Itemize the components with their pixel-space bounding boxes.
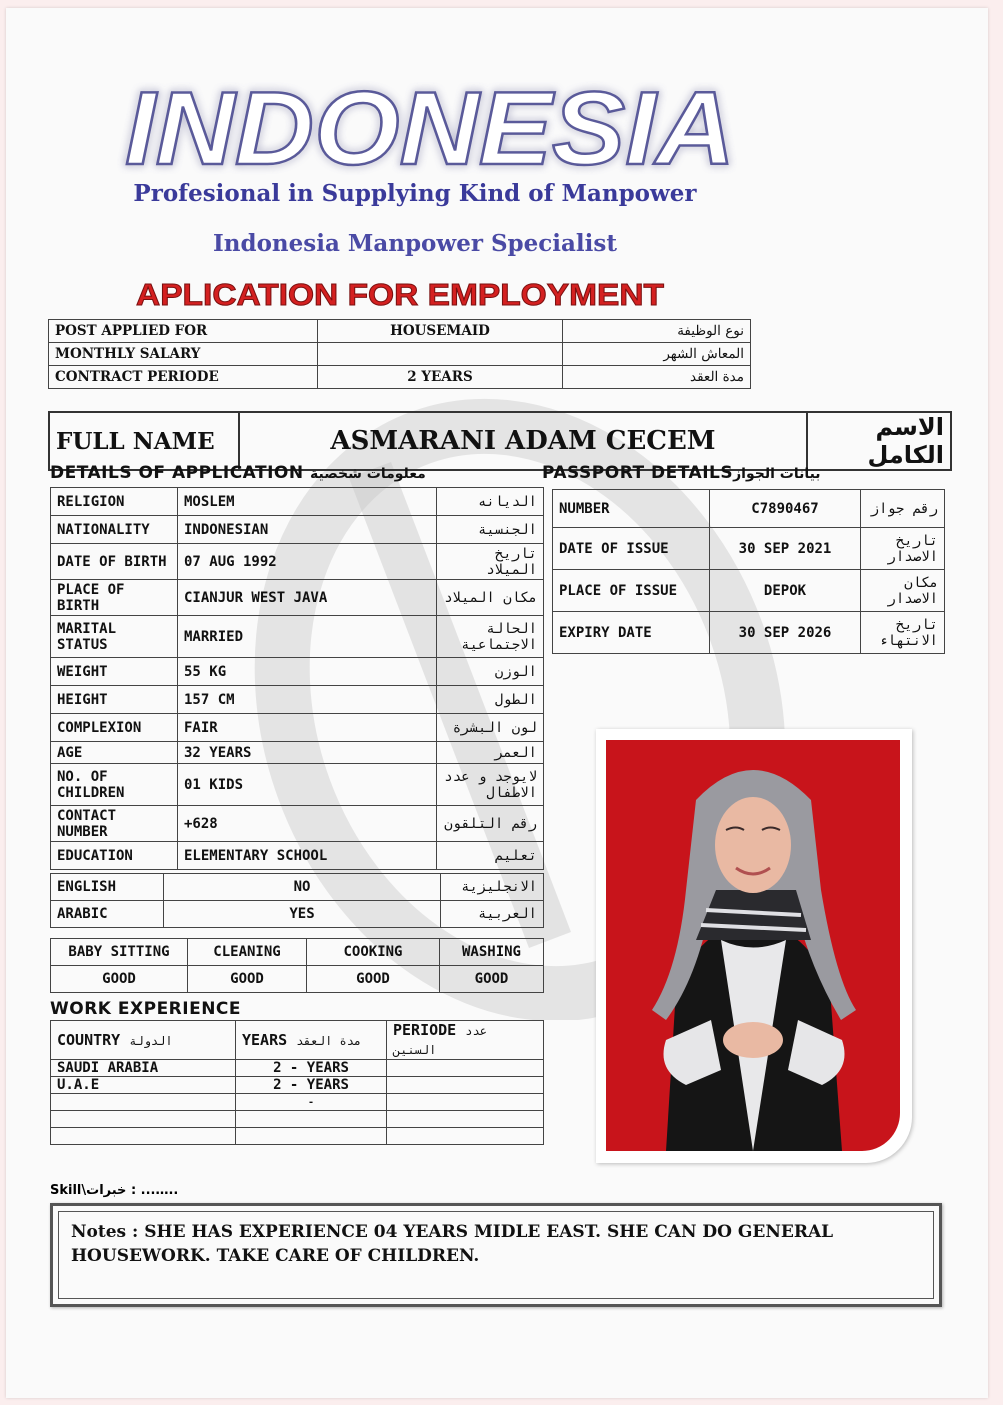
details-heading-ar: معلومات شخصية bbox=[310, 466, 426, 482]
work-col-periode bbox=[387, 1021, 544, 1060]
detail-value: 07 AUG 1992 bbox=[178, 544, 437, 580]
table-row bbox=[51, 616, 544, 658]
work-years bbox=[236, 1128, 387, 1145]
passport-label-ar: رقم جواز bbox=[861, 490, 945, 528]
passport-value: DEPOK bbox=[710, 570, 861, 612]
work-col-years-text: YEARS bbox=[242, 1031, 288, 1049]
table-row bbox=[51, 658, 544, 686]
table-row bbox=[51, 1060, 544, 1077]
detail-label: NO. OF CHILDREN bbox=[51, 764, 178, 806]
work-col-country-ar: الدولة bbox=[129, 1034, 173, 1048]
detail-label-ar: العمر bbox=[437, 742, 544, 764]
work-country: SAUDI ARABIA bbox=[51, 1060, 236, 1077]
table-row bbox=[51, 544, 544, 580]
skill-value: GOOD bbox=[51, 966, 188, 993]
work-years: 2 - YEARS bbox=[236, 1077, 387, 1094]
table-row bbox=[51, 901, 544, 928]
skill-header: COOKING bbox=[307, 939, 440, 966]
detail-label-ar: الطول bbox=[437, 686, 544, 714]
passport-heading-text: PASSPORT DETAILS bbox=[542, 463, 734, 483]
work-col-years-ar: مدة العقد bbox=[296, 1034, 362, 1048]
language-label: ARABIC bbox=[51, 901, 164, 928]
work-country bbox=[51, 1128, 236, 1145]
passport-label-ar: مكان الاصدار bbox=[861, 570, 945, 612]
post-table bbox=[48, 319, 751, 389]
work-years: 2 - YEARS bbox=[236, 1060, 387, 1077]
work-country: U.A.E bbox=[51, 1077, 236, 1094]
passport-value: 30 SEP 2026 bbox=[710, 612, 861, 654]
passport-value: 30 SEP 2021 bbox=[710, 528, 861, 570]
post-row bbox=[49, 320, 751, 343]
language-label-ar: الانجليزية bbox=[441, 874, 544, 901]
skill-value: GOOD bbox=[188, 966, 307, 993]
table-row bbox=[51, 966, 544, 993]
table-row bbox=[51, 874, 544, 901]
table-row bbox=[553, 490, 945, 528]
detail-label: DATE OF BIRTH bbox=[51, 544, 178, 580]
table-row bbox=[51, 686, 544, 714]
languages-table bbox=[50, 873, 544, 928]
table-row bbox=[51, 516, 544, 544]
detail-label-ar: الجنسية bbox=[437, 516, 544, 544]
detail-label-ar: الحالة الاجتماعية bbox=[437, 616, 544, 658]
language-label-ar: العربية bbox=[441, 901, 544, 928]
detail-value: 01 KIDS bbox=[178, 764, 437, 806]
detail-label: WEIGHT bbox=[51, 658, 178, 686]
detail-value: 55 KG bbox=[178, 658, 437, 686]
detail-value: +628 bbox=[178, 806, 437, 842]
details-heading-text: DETAILS OF APPLICATION bbox=[50, 463, 304, 483]
passport-heading bbox=[542, 463, 821, 483]
full-name-label-ar: الاسم الكامل bbox=[807, 412, 951, 470]
skill-value: GOOD bbox=[307, 966, 440, 993]
detail-label: EDUCATION bbox=[51, 842, 178, 870]
table-row bbox=[51, 842, 544, 870]
work-table bbox=[50, 1020, 544, 1145]
notes-text: Notes : SHE HAS EXPERIENCE 04 YEARS MIDLE EAST. SHE CAN DO GENERAL HOUSEWORK. TAKE CARE OF CHILDREN. bbox=[58, 1211, 934, 1299]
language-label: ENGLISH bbox=[51, 874, 164, 901]
salary-label: MONTHLY SALARY bbox=[49, 343, 318, 366]
table-row bbox=[553, 528, 945, 570]
applicant-photo bbox=[606, 740, 900, 1151]
detail-label-ar: رقم التلقون bbox=[437, 806, 544, 842]
detail-label: AGE bbox=[51, 742, 178, 764]
work-periode bbox=[387, 1060, 544, 1077]
form-title bbox=[120, 274, 680, 314]
work-heading: WORK EXPERIENCE bbox=[50, 999, 242, 1019]
detail-value: INDONESIAN bbox=[178, 516, 437, 544]
salary-label-ar: المعاش الشهر bbox=[563, 343, 751, 366]
work-col-country bbox=[51, 1021, 236, 1060]
detail-value: FAIR bbox=[178, 714, 437, 742]
passport-label-ar: تاريخ الاصدار bbox=[861, 528, 945, 570]
passport-label: DATE OF ISSUE bbox=[553, 528, 710, 570]
contract-value: 2 YEARS bbox=[318, 366, 563, 389]
work-col-years bbox=[236, 1021, 387, 1060]
detail-label: HEIGHT bbox=[51, 686, 178, 714]
table-row bbox=[51, 1021, 544, 1060]
table-row bbox=[51, 1077, 544, 1094]
contract-label-ar: مدة العقد bbox=[563, 366, 751, 389]
detail-value: CIANJUR WEST JAVA bbox=[178, 580, 437, 616]
notes-box bbox=[50, 1203, 942, 1307]
table-row bbox=[51, 939, 544, 966]
skills-table bbox=[50, 938, 544, 993]
work-periode bbox=[387, 1128, 544, 1145]
language-value: YES bbox=[164, 901, 441, 928]
detail-label: CONTACT NUMBER bbox=[51, 806, 178, 842]
svg-text:INDONESIA: INDONESIA bbox=[125, 71, 735, 178]
full-name-value: ASMARANI ADAM CECEM bbox=[239, 412, 807, 470]
contract-label: CONTRACT PERIODE bbox=[49, 366, 318, 389]
post-label: POST APPLIED FOR bbox=[49, 320, 318, 343]
passport-value: C7890467 bbox=[710, 490, 861, 528]
skill-header: CLEANING bbox=[188, 939, 307, 966]
detail-label: MARITAL STATUS bbox=[51, 616, 178, 658]
work-periode bbox=[387, 1094, 544, 1111]
salary-value bbox=[318, 343, 563, 366]
detail-label-ar: تاريخ الميلاد bbox=[437, 544, 544, 580]
work-years bbox=[236, 1111, 387, 1128]
details-table bbox=[50, 487, 544, 870]
work-col-periode-ar: عدد السنين bbox=[393, 1024, 487, 1057]
detail-label: RELIGION bbox=[51, 488, 178, 516]
skill-value: GOOD bbox=[440, 966, 544, 993]
detail-label-ar: تعليم bbox=[437, 842, 544, 870]
post-value: HOUSEMAID bbox=[318, 320, 563, 343]
tagline-primary: Profesional in Supplying Kind of Manpower bbox=[133, 180, 697, 207]
salary-row bbox=[49, 343, 751, 366]
detail-label-ar: الديانه bbox=[437, 488, 544, 516]
svg-text:APLICATION FOR EMPLOYMENT: APLICATION FOR EMPLOYMENT bbox=[136, 277, 665, 312]
details-heading bbox=[50, 463, 426, 483]
table-row bbox=[51, 580, 544, 616]
table-row bbox=[51, 1111, 544, 1128]
tagline-secondary: Indonesia Manpower Specialist bbox=[213, 230, 617, 257]
detail-label: PLACE OF BIRTH bbox=[51, 580, 178, 616]
work-col-country-text: COUNTRY bbox=[57, 1031, 121, 1049]
work-periode bbox=[387, 1111, 544, 1128]
table-row bbox=[51, 742, 544, 764]
detail-label-ar: لايوجد و عدد الاطفال bbox=[437, 764, 544, 806]
language-value: NO bbox=[164, 874, 441, 901]
detail-value: 157 CM bbox=[178, 686, 437, 714]
detail-label: COMPLEXION bbox=[51, 714, 178, 742]
detail-value: 32 YEARS bbox=[178, 742, 437, 764]
detail-label-ar: مكان الميلاد bbox=[437, 580, 544, 616]
skill-header: BABY SITTING bbox=[51, 939, 188, 966]
table-row bbox=[51, 488, 544, 516]
detail-label-ar: الوزن bbox=[437, 658, 544, 686]
full-name-table bbox=[48, 411, 952, 471]
table-row bbox=[51, 1094, 544, 1111]
detail-label-ar: لون البشرة bbox=[437, 714, 544, 742]
country-title bbox=[110, 68, 750, 178]
work-years: - bbox=[236, 1094, 387, 1111]
post-label-ar: نوع الوظيفة bbox=[563, 320, 751, 343]
passport-label: PLACE OF ISSUE bbox=[553, 570, 710, 612]
skill-line: Skill\خبرات : ...….. bbox=[50, 1183, 179, 1198]
passport-label: NUMBER bbox=[553, 490, 710, 528]
detail-value: MARRIED bbox=[178, 616, 437, 658]
passport-heading-ar: بيانات الجواز bbox=[733, 466, 821, 482]
table-row bbox=[51, 806, 544, 842]
work-country bbox=[51, 1111, 236, 1128]
table-row bbox=[553, 612, 945, 654]
passport-label: EXPIRY DATE bbox=[553, 612, 710, 654]
contract-row bbox=[49, 366, 751, 389]
table-row bbox=[51, 764, 544, 806]
detail-label: NATIONALITY bbox=[51, 516, 178, 544]
work-country bbox=[51, 1094, 236, 1111]
table-row bbox=[51, 714, 544, 742]
passport-table bbox=[552, 489, 945, 654]
work-periode bbox=[387, 1077, 544, 1094]
passport-label-ar: تاريخ الانتهاء bbox=[861, 612, 945, 654]
detail-value: MOSLEM bbox=[178, 488, 437, 516]
table-row bbox=[51, 1128, 544, 1145]
skill-header: WASHING bbox=[440, 939, 544, 966]
detail-value: ELEMENTARY SCHOOL bbox=[178, 842, 437, 870]
work-col-periode-text: PERIODE bbox=[393, 1021, 457, 1039]
table-row bbox=[553, 570, 945, 612]
full-name-label: FULL NAME bbox=[49, 412, 239, 470]
